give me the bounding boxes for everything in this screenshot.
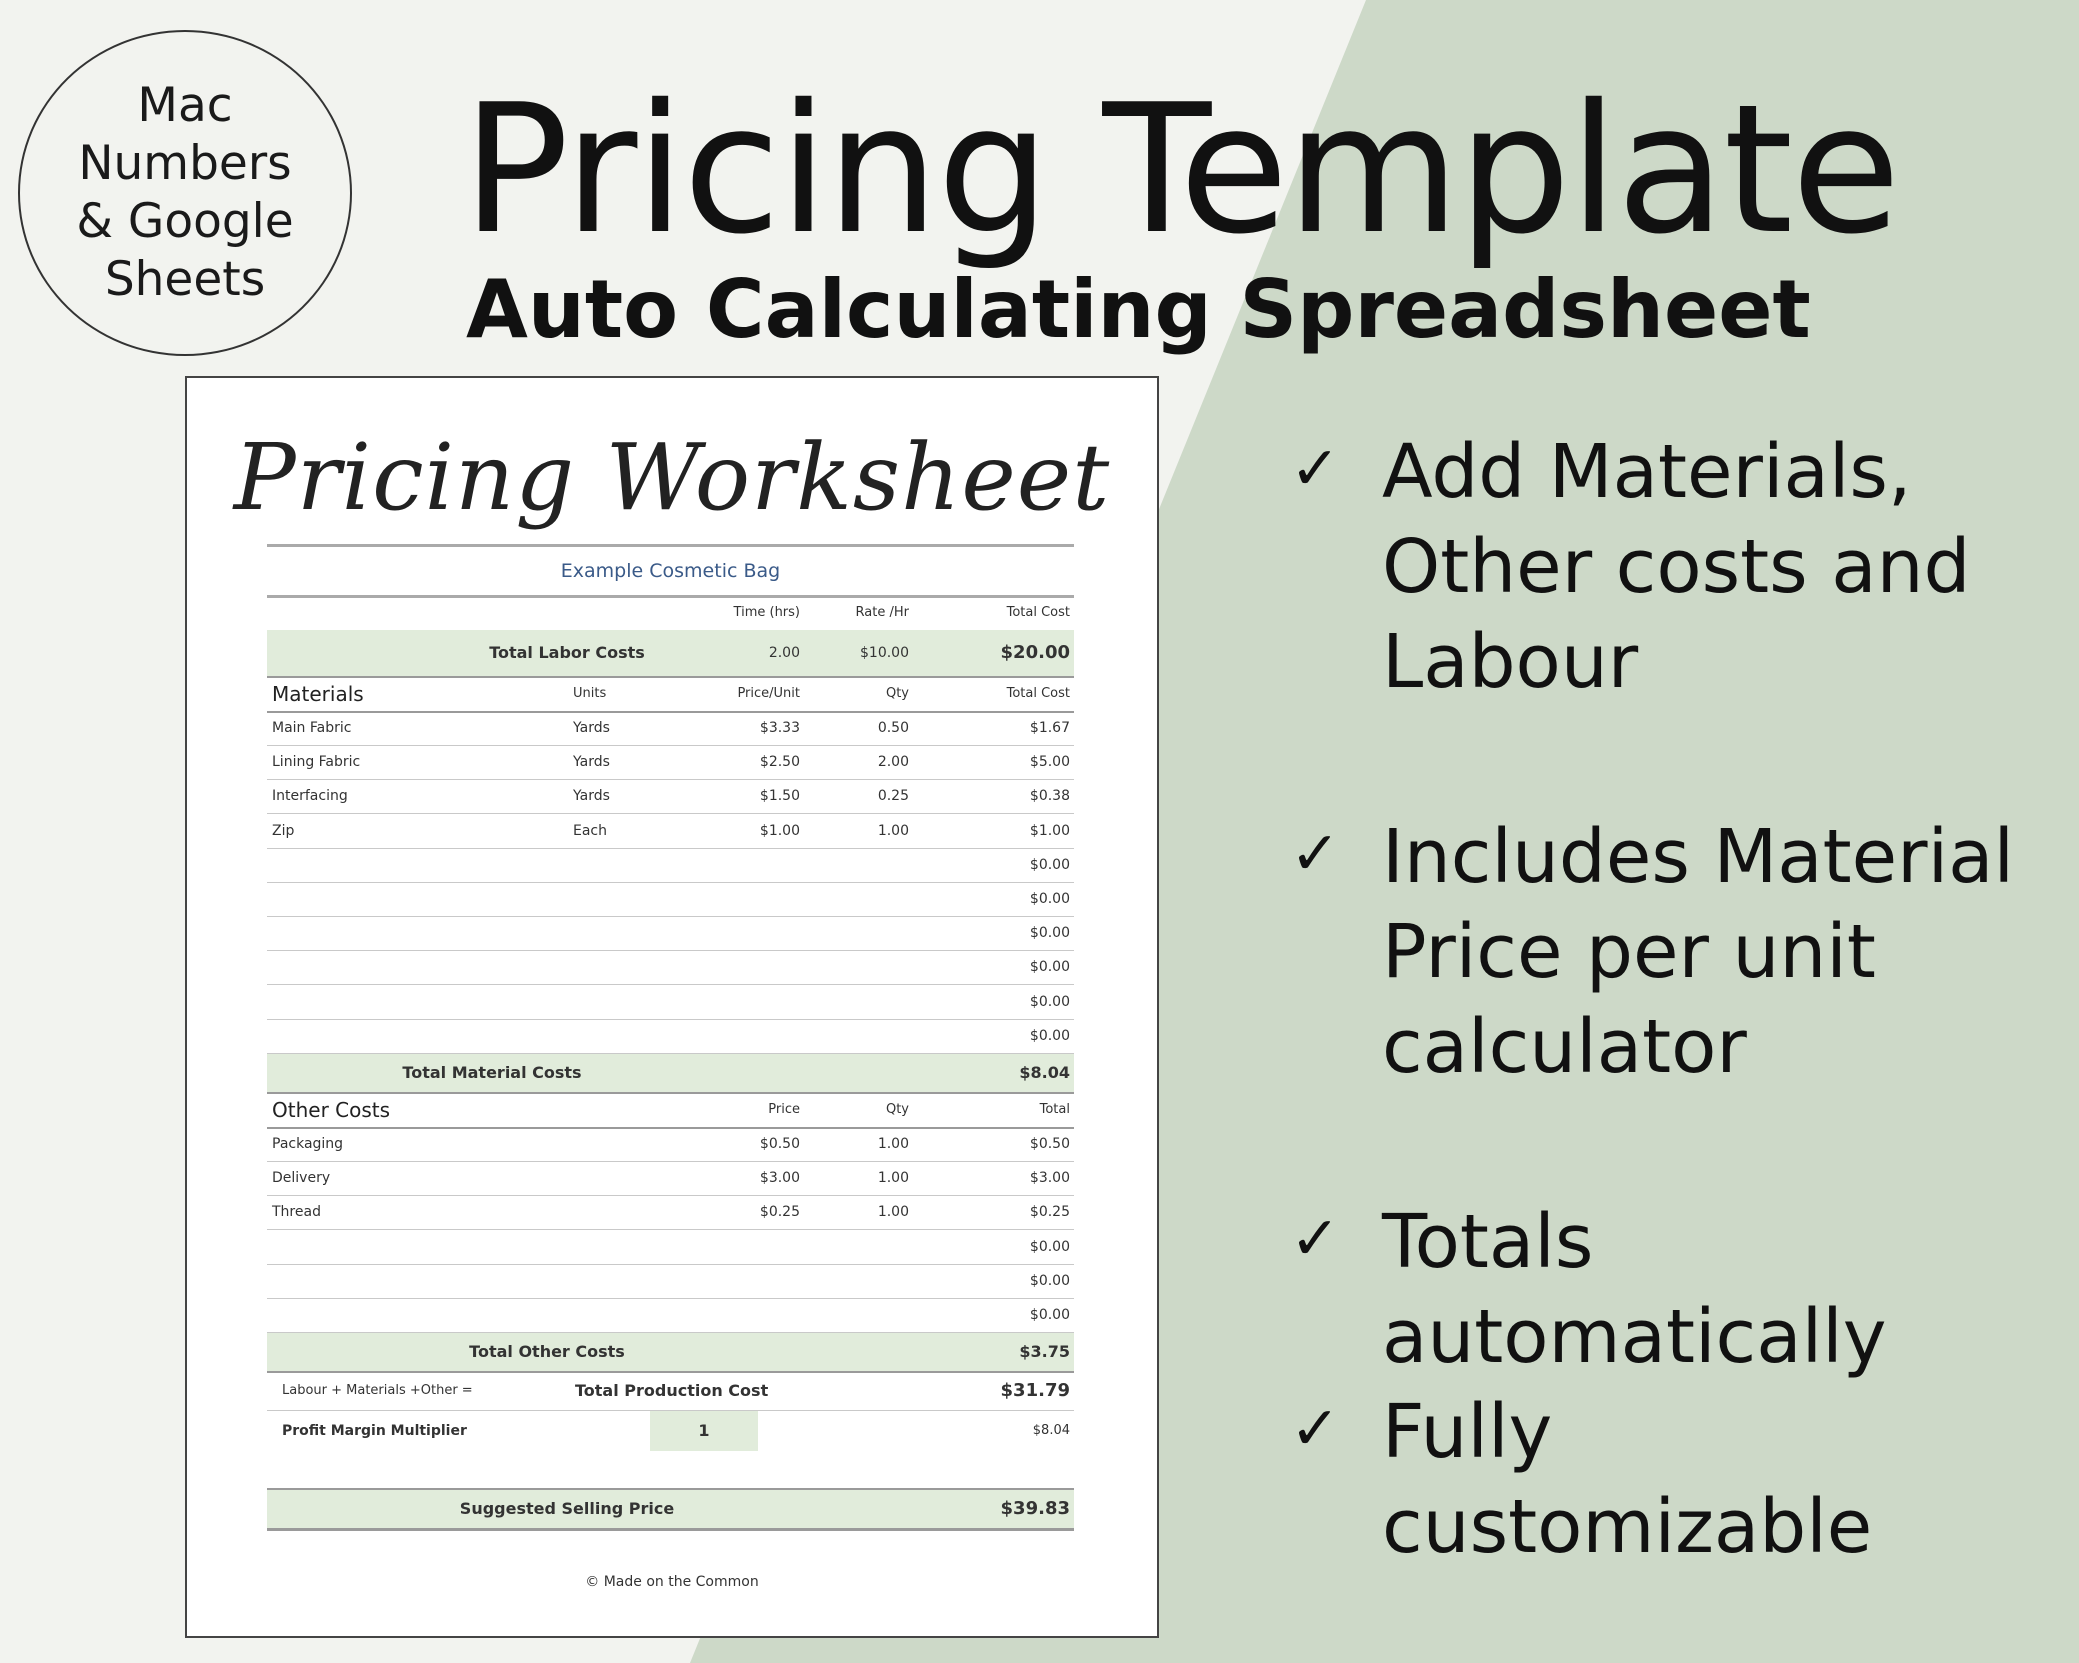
other-qty-header: Qty [885, 1102, 909, 1117]
table-row [267, 1127, 1074, 1162]
cell-name[interactable]: Packaging [272, 1136, 344, 1152]
rate-header: Rate /Hr [855, 605, 909, 620]
cell-qty[interactable]: 1.00 [877, 1136, 909, 1152]
production-row [267, 1372, 1074, 1411]
cell-units[interactable]: Each [573, 822, 607, 839]
labor-total-header: Total Cost [1006, 605, 1070, 620]
feature-line: Fully customizable [1382, 1389, 1873, 1570]
material-total-row [267, 1054, 1074, 1094]
cell-price[interactable]: $1.00 [759, 822, 800, 839]
other-total: $3.75 [1019, 1342, 1070, 1361]
table-row [267, 1161, 1074, 1196]
production-label: Total Production Cost [575, 1381, 769, 1400]
cell-units[interactable]: Yards [573, 754, 610, 771]
feature-line: Add Materials, Other costs and Labour [1382, 429, 1971, 705]
materials-header-row [267, 677, 1074, 713]
qty-header: Qty [885, 686, 909, 701]
table-row [267, 985, 1074, 1020]
checkmark-icon: ✓ [1290, 1394, 1341, 1464]
cell-total[interactable]: $0.00 [1029, 1307, 1070, 1323]
table-row [267, 848, 1074, 883]
cell-qty[interactable]: 1.00 [877, 1204, 909, 1221]
selling-price-row [267, 1488, 1074, 1531]
labor-rate: $10.00 [860, 645, 909, 661]
cell-total[interactable]: $1.00 [1029, 822, 1070, 839]
cell-total[interactable]: $0.00 [1029, 856, 1070, 873]
cell-total[interactable]: $0.00 [1029, 925, 1070, 942]
table-row [267, 1264, 1074, 1299]
checkmark-icon: ✓ [1290, 819, 1341, 889]
other-total-row [267, 1333, 1074, 1373]
cell-qty[interactable]: 1.00 [877, 1170, 909, 1187]
page-subtitle: Auto Calculating Spreadsheet [466, 263, 1811, 356]
cell-total[interactable]: $0.38 [1029, 788, 1070, 805]
materials-heading: Materials [272, 682, 364, 706]
cell-units[interactable]: Yards [573, 720, 610, 736]
cell-name[interactable]: Main Fabric [272, 720, 352, 736]
cell-total[interactable]: $0.00 [1029, 959, 1070, 976]
platform-badge [18, 30, 352, 356]
cell-name[interactable]: Delivery [272, 1170, 331, 1187]
cell-name[interactable]: Interfacing [272, 788, 348, 805]
badge-line: & Google [76, 194, 294, 249]
labor-time: 2.00 [768, 645, 800, 661]
material-total-header: Total Cost [1006, 686, 1070, 701]
cell-qty[interactable]: 2.00 [877, 754, 909, 771]
profit-multiplier-input[interactable]: 1 [650, 1411, 758, 1451]
table-row [267, 814, 1074, 849]
table-row [267, 1195, 1074, 1230]
project-name: Example Cosmetic Bag [267, 544, 1074, 598]
labor-total: $20.00 [1000, 642, 1070, 663]
cell-total[interactable]: $0.25 [1029, 1204, 1070, 1221]
selling-price-label: Suggested Selling Price [459, 1499, 675, 1518]
cell-total[interactable]: $0.00 [1029, 993, 1070, 1010]
badge-line: Numbers [78, 136, 292, 191]
labor-total-row [267, 630, 1074, 678]
selling-price: $39.83 [1000, 1498, 1070, 1519]
table-row [267, 1298, 1074, 1333]
table-row [267, 1230, 1074, 1265]
table-row [267, 916, 1074, 951]
badge-line: Sheets [104, 252, 266, 307]
feature-text [1382, 1195, 2050, 1385]
cell-price[interactable]: $3.33 [759, 720, 800, 736]
profit-amount: $8.04 [1032, 1423, 1070, 1438]
cell-name[interactable]: Zip [272, 822, 295, 839]
material-total-label: Total Material Costs [402, 1063, 582, 1082]
other-total-header: Total [1039, 1102, 1070, 1117]
cell-total[interactable]: $1.67 [1029, 720, 1070, 736]
cell-total[interactable]: $5.00 [1029, 754, 1070, 771]
profit-label: Profit Margin Multiplier [282, 1423, 467, 1439]
time-header: Time (hrs) [733, 605, 800, 620]
cell-price[interactable]: $2.50 [759, 754, 800, 771]
feature-text [1382, 1385, 2050, 1575]
cell-price[interactable]: $3.00 [759, 1170, 800, 1187]
copyright-note: © Made on the Common [585, 1574, 759, 1590]
labor-header-row [267, 596, 1074, 631]
cell-total[interactable]: $0.50 [1029, 1136, 1070, 1152]
cell-total[interactable]: $3.00 [1029, 1170, 1070, 1187]
checkmark-icon: ✓ [1290, 1204, 1341, 1274]
cell-qty[interactable]: 0.25 [877, 788, 909, 805]
table-row [267, 711, 1074, 746]
cell-units[interactable]: Yards [573, 788, 610, 805]
production-formula: Labour + Materials +Other = [282, 1383, 473, 1398]
table-row [267, 745, 1074, 780]
production-total: $31.79 [1000, 1380, 1070, 1401]
cell-name[interactable]: Lining Fabric [272, 754, 361, 771]
table-row [267, 1019, 1074, 1054]
worksheet-title: Pricing Worksheet [233, 424, 1111, 531]
cell-price[interactable]: $0.50 [759, 1136, 800, 1152]
cell-total[interactable]: $0.00 [1029, 891, 1070, 907]
profit-row [267, 1411, 1074, 1451]
checkmark-icon: ✓ [1290, 434, 1341, 504]
cell-qty[interactable]: 1.00 [877, 822, 909, 839]
other-total-label: Total Other Costs [469, 1342, 625, 1361]
material-total: $8.04 [1019, 1063, 1070, 1082]
labor-total-label: Total Labor Costs [489, 643, 645, 662]
cell-name[interactable]: Thread [272, 1204, 321, 1221]
other-header-row [267, 1093, 1074, 1129]
table-row [267, 950, 1074, 985]
cell-price[interactable]: $1.50 [759, 788, 800, 805]
cell-total[interactable]: $0.00 [1029, 1238, 1070, 1255]
badge-line: Mac [137, 78, 233, 133]
cell-total[interactable]: $0.00 [1029, 1272, 1070, 1289]
cell-price[interactable]: $0.25 [759, 1204, 800, 1221]
feature-line: Includes Material Price per unit calculator [1382, 814, 2015, 1090]
table-row [267, 779, 1074, 814]
price-unit-header: Price/Unit [737, 686, 800, 701]
units-header: Units [573, 686, 607, 701]
page-title: Pricing Template [462, 66, 1899, 273]
feature-text [1382, 425, 1970, 710]
feature-line: Totals automatically [1382, 1199, 1887, 1380]
cell-qty[interactable]: 0.50 [877, 720, 909, 736]
feature-text [1382, 810, 2014, 1095]
cell-total[interactable]: $0.00 [1029, 1027, 1070, 1044]
worksheet-preview [185, 376, 1159, 1638]
other-price-header: Price [768, 1102, 800, 1117]
other-costs-heading: Other Costs [272, 1098, 391, 1122]
table-row [267, 882, 1074, 917]
